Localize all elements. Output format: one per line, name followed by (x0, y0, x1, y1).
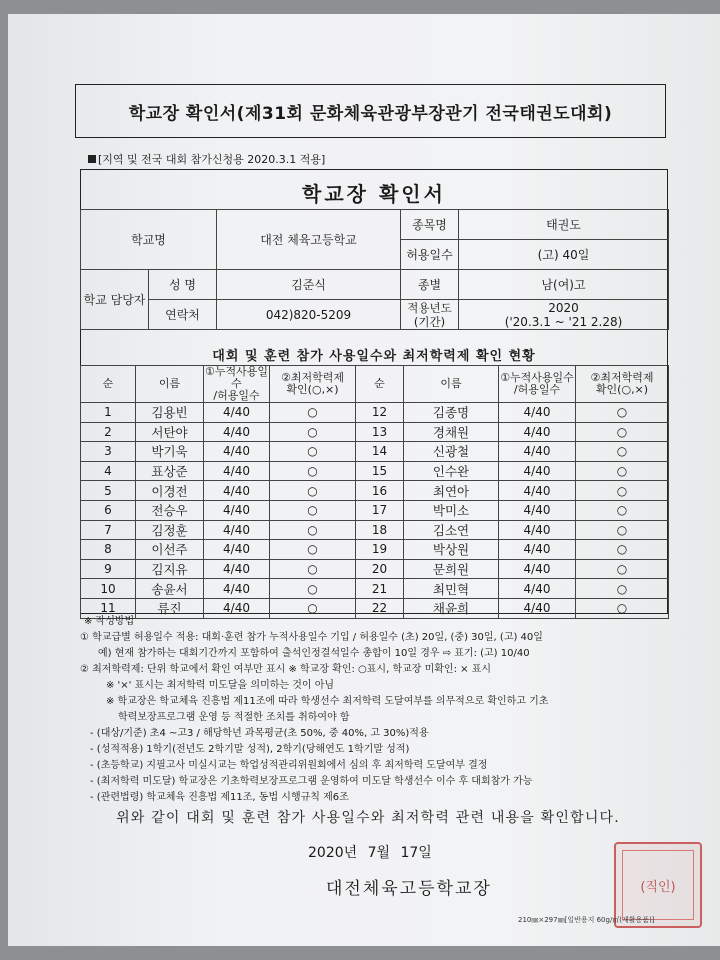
student-no: 22 (356, 598, 404, 618)
student-min-check: ○ (576, 422, 669, 442)
name-value: 김준식 (217, 270, 401, 300)
student-days: 4/40 (204, 559, 270, 579)
student-no: 5 (81, 481, 136, 501)
contact-value: 042)820-5209 (217, 300, 401, 330)
student-name: 신광철 (404, 442, 499, 462)
student-name: 김종명 (404, 403, 499, 423)
student-days: 4/40 (204, 579, 270, 599)
student-no: 1 (81, 403, 136, 423)
roster-row (81, 403, 669, 423)
student-name: 김용빈 (136, 403, 204, 423)
student-days: 4/40 (204, 500, 270, 520)
note-1b: 예) 현재 참가하는 대회기간까지 포함하여 출석인정결석일수 총합이 10일 경우 ⇨ 표기: (고) 10/40 (98, 648, 530, 659)
student-min-check: ○ (270, 540, 356, 560)
student-min-check: ○ (576, 520, 669, 540)
student-days: 4/40 (204, 481, 270, 501)
student-days: 4/40 (499, 481, 576, 501)
student-no: 11 (81, 598, 136, 618)
roster-header-row (81, 366, 669, 403)
person-label: 학교 담당자 (81, 270, 149, 330)
header-min-line1: ②최저학력제 (281, 371, 344, 384)
student-no: 18 (356, 520, 404, 540)
student-days: 4/40 (499, 520, 576, 540)
student-days: 4/40 (499, 500, 576, 520)
note-5: - (대상/기준) 초4 ~고3 / 해당학년 과목평균(초 50%, 중 40%, 고 30%)적용 (90, 728, 429, 739)
roster-row (81, 442, 669, 462)
header-name-right: 이름 (404, 366, 499, 403)
header-days-line1: ①누적사용일수 (205, 365, 268, 390)
header-days-line2-right: /허용일수 (513, 383, 561, 396)
student-no: 14 (356, 442, 404, 462)
student-no: 13 (356, 422, 404, 442)
student-name: 김소연 (404, 520, 499, 540)
header-min-line2: 확인(○,×) (286, 383, 339, 396)
notes-heading: ※ 작성방법 (84, 616, 135, 627)
note-6: - (성적적용) 1학기(전년도 2학기말 성적), 2학기(당해연도 1학기말 성적) (90, 744, 410, 755)
roster-row (81, 461, 669, 481)
student-no: 6 (81, 500, 136, 520)
paper-sheet (8, 14, 720, 946)
header-days-line2: /허용일수 (213, 389, 260, 402)
issue-date: 2020년 7월 17일 (308, 845, 432, 861)
header-min-right (576, 366, 669, 403)
student-days: 4/40 (204, 598, 270, 618)
student-min-check: ○ (576, 540, 669, 560)
document-banner: 학교장 확인서(제31회 문화체육관광부장관기 전국태권도대회) (75, 84, 666, 138)
header-no-right: 순 (356, 366, 404, 403)
student-no: 16 (356, 481, 404, 501)
student-no: 2 (81, 422, 136, 442)
principal-signature-line: 대전체육고등학교장 (326, 879, 492, 899)
student-min-check: ○ (270, 422, 356, 442)
subnote-text: [지역 및 전국 대회 참가신청용 2020.3.1 적용] (98, 153, 326, 166)
note-1a: ① 학교급별 허용일수 적용: 대회·훈련 참가 누적사용일수 기입 / 허용일수 (초) 20일, (중) 30일, (고) 40일 (80, 632, 543, 643)
student-name: 김지유 (136, 559, 204, 579)
student-days: 4/40 (499, 559, 576, 579)
student-min-check: ○ (576, 598, 669, 618)
student-name: 김정훈 (136, 520, 204, 540)
event-value: 태권도 (459, 210, 669, 240)
roster-row (81, 422, 669, 442)
student-no: 17 (356, 500, 404, 520)
allowed-days-label: 허용일수 (401, 240, 459, 270)
student-min-check: ○ (270, 598, 356, 618)
year-cell (459, 300, 669, 330)
note-4a: ※ 학교장은 학교체육 진흥법 제11조에 따라 학생선수 최저학력 도달여부를 의무적으로 확인하고 기초 (106, 696, 549, 707)
student-no: 7 (81, 520, 136, 540)
section-title: 대회 및 훈련 참가 사용일수와 최저학력제 확인 현황 (212, 349, 536, 364)
year-label: 적용년도 (기간) (401, 300, 459, 330)
school-info-table (80, 209, 669, 330)
student-no: 3 (81, 442, 136, 462)
student-name: 이경전 (136, 481, 204, 501)
document-title: 학교장 확인서 (302, 182, 446, 206)
student-name: 박상원 (404, 540, 499, 560)
student-name: 박미소 (404, 500, 499, 520)
contact-label: 연락처 (149, 300, 217, 330)
student-min-check: ○ (270, 403, 356, 423)
period-value: ('20.3.1 ~ '21 2.28) (504, 314, 623, 329)
student-no: 12 (356, 403, 404, 423)
gender-label: 종별 (401, 270, 459, 300)
roster-row (81, 559, 669, 579)
student-name: 전승우 (136, 500, 204, 520)
student-days: 4/40 (499, 403, 576, 423)
student-no: 21 (356, 579, 404, 599)
allowed-days-value: (고) 40일 (459, 240, 669, 270)
roster-row (81, 520, 669, 540)
student-days: 4/40 (499, 598, 576, 618)
student-days: 4/40 (204, 442, 270, 462)
gender-value: 남(여)고 (459, 270, 669, 300)
student-no: 4 (81, 461, 136, 481)
student-name: 류진 (136, 598, 204, 618)
note-3: ※ '×' 표시는 최저학력 미도달을 의미하는 것이 아님 (106, 680, 335, 691)
header-days-right (499, 366, 576, 403)
student-min-check: ○ (270, 481, 356, 501)
student-days: 4/40 (499, 422, 576, 442)
square-bullet-icon (88, 155, 96, 163)
header-min (270, 366, 356, 403)
roster-row (81, 481, 669, 501)
note-8: - (최저학력 미도달) 학교장은 기초학력보장프로그램 운영하여 미도달 학생선수 이수 후 대회참가 가능 (90, 776, 533, 787)
student-name: 표상준 (136, 461, 204, 481)
roster-row (81, 540, 669, 560)
header-days (204, 366, 270, 403)
student-min-check: ○ (270, 461, 356, 481)
student-no: 15 (356, 461, 404, 481)
student-min-check: ○ (270, 579, 356, 599)
student-days: 4/40 (204, 403, 270, 423)
student-name: 서탄야 (136, 422, 204, 442)
student-no: 19 (356, 540, 404, 560)
student-min-check: ○ (270, 559, 356, 579)
event-label: 종목명 (401, 210, 459, 240)
header-name: 이름 (136, 366, 204, 403)
student-name: 박기욱 (136, 442, 204, 462)
student-no: 8 (81, 540, 136, 560)
student-name: 이선주 (136, 540, 204, 560)
student-no: 20 (356, 559, 404, 579)
student-min-check: ○ (576, 461, 669, 481)
student-min-check: ○ (270, 500, 356, 520)
roster-row (81, 500, 669, 520)
name-label: 성 명 (149, 270, 217, 300)
roster-body (81, 403, 669, 619)
student-days: 4/40 (499, 442, 576, 462)
student-min-check: ○ (576, 559, 669, 579)
note-2: ② 최저학력제: 단위 학교에서 확인 여부만 표시 ※ 학교장 확인: ○표시, 학교장 미확인: × 표시 (80, 664, 492, 675)
header-days-line1-right: ①누적사용일수 (500, 371, 574, 384)
roster-row (81, 598, 669, 618)
confirm-statement: 위와 같이 대회 및 훈련 참가 사용일수와 최저학력 관련 내용을 확인합니다. (116, 810, 620, 826)
certificate-box (80, 169, 668, 617)
header-min-line1-right: ②최저학력제 (590, 371, 654, 384)
student-name: 채윤희 (404, 598, 499, 618)
student-min-check: ○ (576, 442, 669, 462)
note-4b: 학력보장프로그램 운영 등 적절한 조치를 취하여야 함 (118, 712, 350, 723)
student-days: 4/40 (204, 461, 270, 481)
student-days: 4/40 (499, 461, 576, 481)
student-min-check: ○ (576, 481, 669, 501)
student-no: 10 (81, 579, 136, 599)
header-min-line2-right: 확인(○,×) (595, 383, 649, 396)
header-no: 순 (81, 366, 136, 403)
note-7: - (초등학교) 지필고사 미실시교는 학업성적관리위원회에서 심의 후 최저학력 도달여부 결정 (90, 760, 488, 771)
roster-row (81, 579, 669, 599)
subnote (88, 151, 325, 167)
year-value: 2020 (548, 300, 579, 315)
student-name: 송윤서 (136, 579, 204, 599)
student-name: 인수완 (404, 461, 499, 481)
school-label: 학교명 (81, 210, 217, 270)
student-min-check: ○ (576, 403, 669, 423)
student-days: 4/40 (204, 520, 270, 540)
roster-table (80, 365, 669, 619)
note-9: - (관련법령) 학교체육 진흥법 제11조, 동법 시행규칙 제6조 (90, 792, 349, 803)
school-value: 대전 체육고등학교 (217, 210, 401, 270)
student-min-check: ○ (576, 500, 669, 520)
student-name: 최연아 (404, 481, 499, 501)
student-days: 4/40 (204, 422, 270, 442)
seal-text: (직인) (640, 880, 676, 895)
student-days: 4/40 (499, 579, 576, 599)
paper-spec-footer: 210㎜×297㎜[일반용지 60g/㎡(재활용품)] (518, 916, 655, 924)
student-no: 9 (81, 559, 136, 579)
student-name: 문희원 (404, 559, 499, 579)
student-min-check: ○ (270, 520, 356, 540)
student-name: 경채원 (404, 422, 499, 442)
student-days: 4/40 (204, 540, 270, 560)
student-name: 최민혁 (404, 579, 499, 599)
student-min-check: ○ (270, 442, 356, 462)
student-min-check: ○ (576, 579, 669, 599)
student-days: 4/40 (499, 540, 576, 560)
